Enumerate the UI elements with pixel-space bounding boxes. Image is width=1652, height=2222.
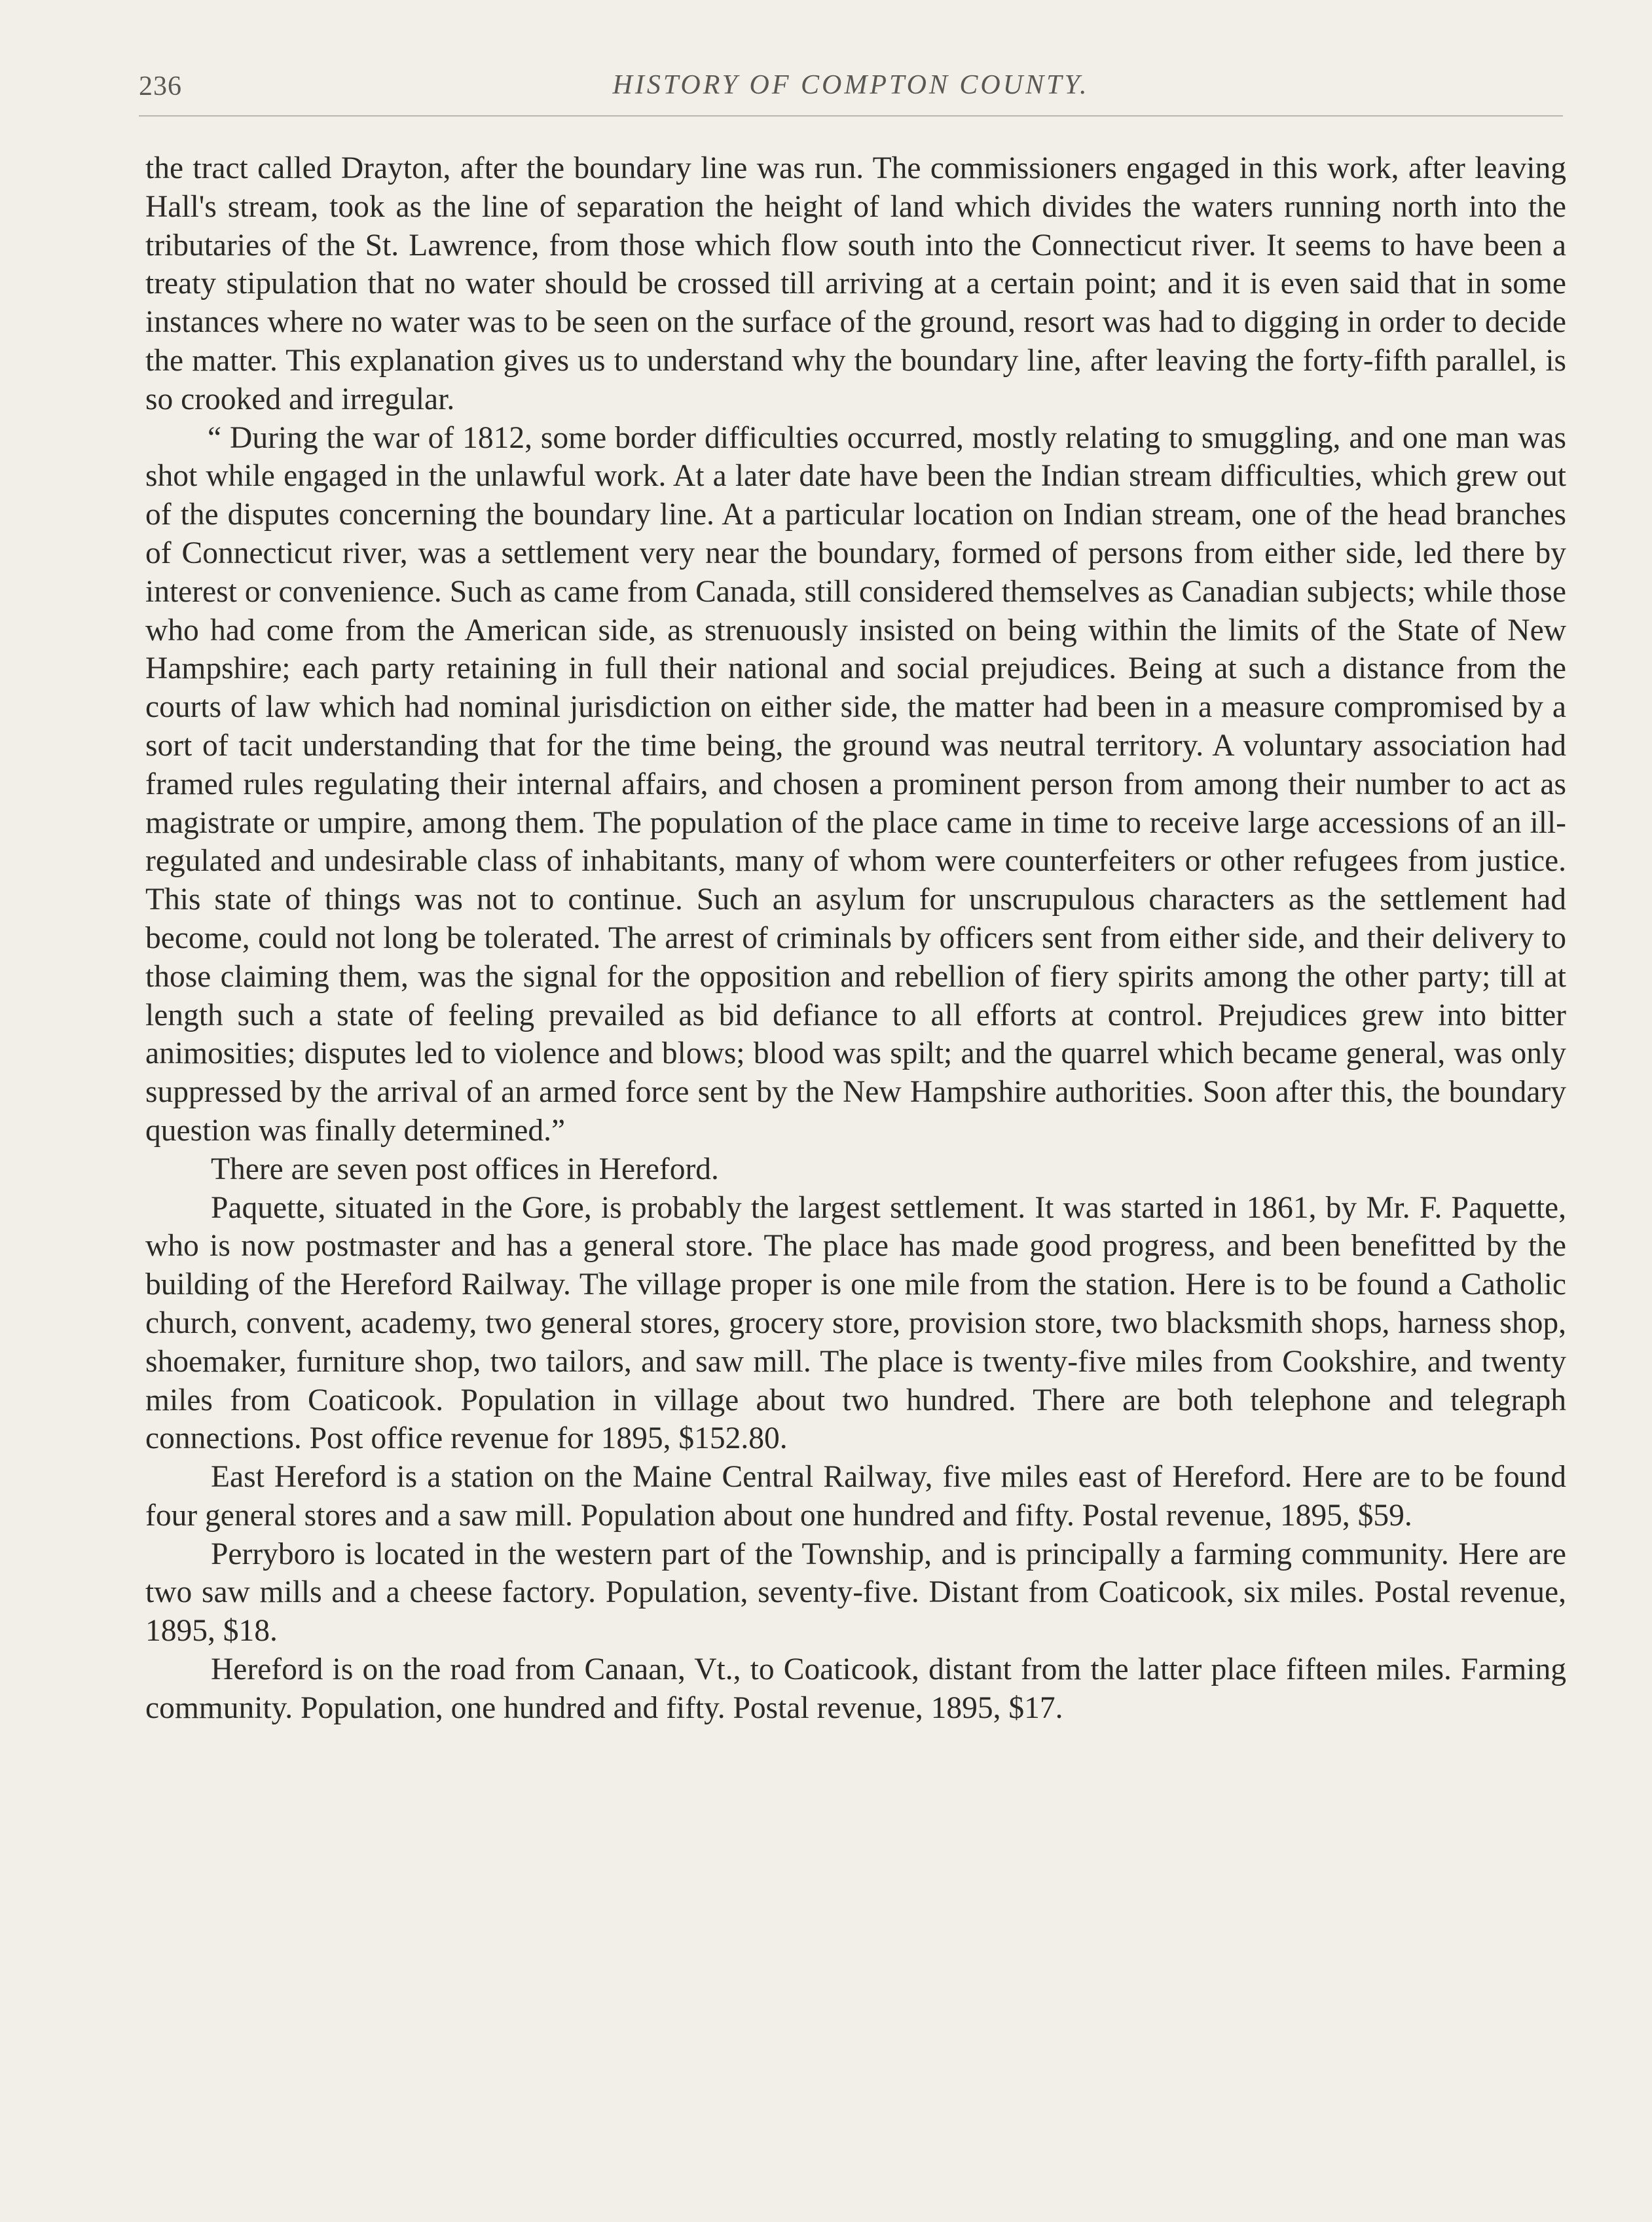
paragraph-hereford: Hereford is on the road from Canaan, Vt., to Coaticook, distant from the latter place fifteen miles. Farming community. Population, one hundred and fifty. Postal revenue, 1895, $17.: [145, 1652, 1566, 1725]
paragraph-continuation: the tract called Drayton, after the boundary line was run. The commissioners engaged in this work, after leaving Hall's stream, took as the line of separation the height of land which divides the waters running north into the tributaries of the St. Lawrence, from those which flow south into the Connecticut river. It seems to have been a treaty stipulation that no water should be crossed till arriving at a certain point; and it is even said that in some instances where no water was to be seen on the surface of the ground, resort was had to digging in order to decide the matter. This explanation gives us to understand why the boundary line, after leaving the forty-fifth parallel, is so crooked and irregular.: [145, 151, 1566, 416]
paragraph-quotation: “ During the war of 1812, some border difficulties occurred, mostly relating to smuggling, and one man was shot while engaged in the unlawful work. At a later date have been the Indian stream difficulties, which grew out of the disputes concerning the boundary line. At a particular location on Indian stream, one of the head branches of Connecticut river, was a settlement very near the boundary, formed of persons from either side, led there by interest or convenience. Such as came from Canada, still considered themselves as Canadian subjects; while those who had come from the American side, as strenuously insisted on being within the limits of the State of New Hampshire; each party retaining in full their national and social prejudices. Being at such a distance from the courts of law which had nominal jurisdiction on either side, the matter had been in a measure compromised by a sort of tacit understanding that for the time being, the ground was neutral territory. A voluntary association had framed rules regulating their internal affairs, and chosen a prominent person from among their number to act as magistrate or umpire, among them. The population of the place came in time to receive large accessions of an ill-regulated and undesirable class of inhabitants, many of whom were counterfeiters or other refugees from justice. This state of things was not to continue. Such an asylum for unscrupulous characters as the settlement had become, could not long be tolerated. The arrest of criminals by officers sent from either side, and their delivery to those claiming them, was the signal for the opposition and rebellion of fiery spirits among the other party; till at length such a state of feeling prevailed as bid defiance to all efforts at control. Prejudices grew into bitter animosities; disputes led to violence and blows; blood was spilt; and the quarrel which became general, was only suppressed by the arrival of an armed force sent by the New Hampshire authorities. Soon after this, the boundary question was finally determined.”: [145, 420, 1566, 1148]
paragraph-post-offices: There are seven post offices in Hereford.: [211, 1152, 719, 1186]
running-title: HISTORY OF COMPTON COUNTY.: [612, 70, 1090, 100]
body-text: [145, 149, 1566, 1728]
paragraph-paquette: Paquette, situated in the Gore, is probably the largest settlement. It was started in 1861, by Mr. F. Paquette, who is now postmaster and has a general store. The place has made good progress, and been benefitted by the building of the Hereford Railway. The village proper is one mile from the station. Here is to be found a Catholic church, convent, academy, two general stores, grocery store, provision store, two blacksmith shops, harness shop, shoemaker, furniture shop, two tailors, and saw mill. The place is twenty-five miles from Cookshire, and twenty miles from Coaticook. Population in village about two hundred. There are both telephone and telegraph connections. Post office revenue for 1895, $152.80.: [145, 1190, 1566, 1456]
page-header: [139, 65, 1563, 111]
paragraph-perryboro: Perryboro is located in the western part of the Township, and is principally a farming community. Here are two saw mills and a cheese factory. Population, seventy-five. Distant from Coaticook, six miles. Postal revenue, 1895, $18.: [145, 1537, 1566, 1648]
header-rule: [139, 115, 1563, 117]
page-number: 236: [139, 71, 182, 101]
paragraph-east-hereford: East Hereford is a station on the Maine Central Railway, five miles east of Hereford. Here are to be found four general stores and a saw mill. Population about one hundred and fifty. Postal revenue, 1895, $59.: [145, 1460, 1566, 1533]
